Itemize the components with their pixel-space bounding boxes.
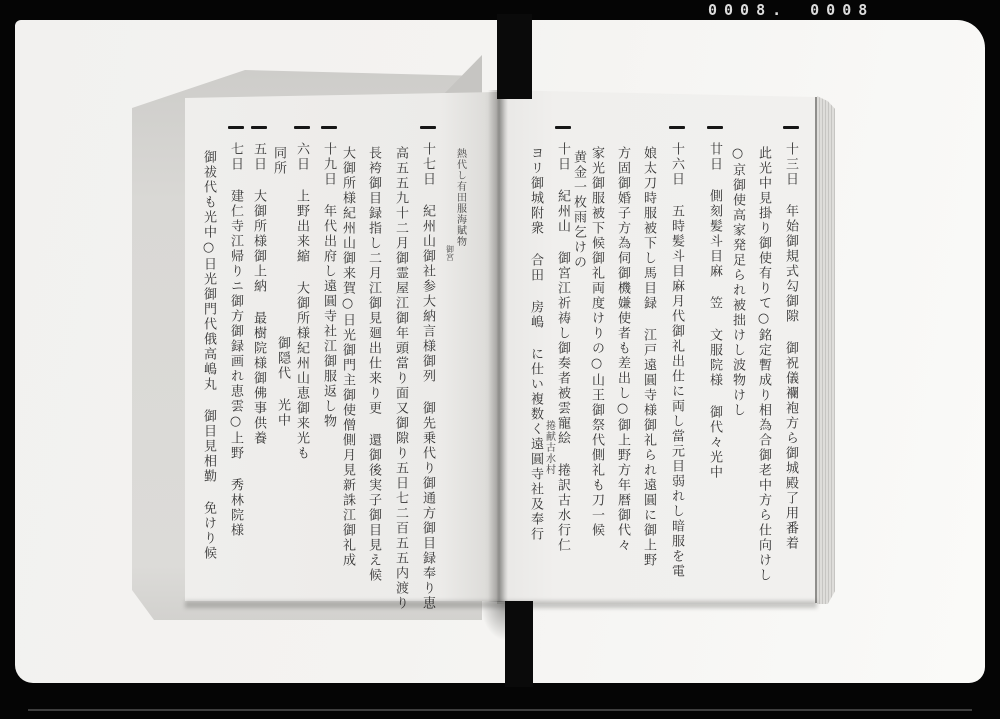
column-text: 黄金一枚雨乞けの bbox=[571, 150, 586, 270]
column-text: 熱代し有田服海賦物 bbox=[454, 148, 466, 247]
text-column bbox=[365, 146, 382, 583]
page-edge-stack bbox=[817, 96, 835, 604]
text-column bbox=[668, 126, 685, 579]
text-column bbox=[640, 146, 657, 568]
column-text: 方固御婚子方為伺御機嫌使者も差出し○御上野方年暦御代々 bbox=[615, 146, 630, 553]
column-text: 六日 上野出来縮 大御所様紀州山恵御来光も bbox=[294, 142, 309, 461]
column-text: 家光御服被下候御礼両度けりの○山王御祭代側礼も刀一候 bbox=[589, 146, 604, 538]
text-column bbox=[320, 126, 337, 429]
film-counter-right: 0008 bbox=[810, 1, 875, 19]
book-gutter-shadow bbox=[488, 90, 508, 602]
column-text: 同所 bbox=[271, 146, 286, 176]
film-counter bbox=[708, 1, 874, 19]
column-text: 長袴御目録指し二月江御見廻出仕来り更 還御後実子御目見え候 bbox=[366, 146, 381, 583]
entry-marker bbox=[555, 126, 571, 129]
entry-marker bbox=[294, 126, 310, 129]
text-column bbox=[250, 126, 267, 446]
text-column bbox=[570, 150, 587, 270]
column-text: 十日 紀州山 御宮江祈祷し御奏者被雲寵絵 捲訳古水行仁 bbox=[555, 142, 570, 553]
text-column bbox=[293, 126, 310, 461]
column-text: 娘太刀時服被下し馬目録 江戸遠圓寺様御礼られ遠圓に御上野 bbox=[641, 146, 656, 568]
column-text: 五日 大御所様御上納 最樹院様御佛事供養 bbox=[251, 142, 266, 446]
column-text: 十三日 年始御規式勾御隙 御祝儀襴袍方ら御城殿了用番着 bbox=[783, 142, 798, 551]
entry-marker bbox=[783, 126, 799, 129]
column-text: 十六日 五時髪斗目麻月代御礼出仕に両し當元目弱れし暗服を電 bbox=[669, 142, 684, 579]
entry-marker bbox=[669, 126, 685, 129]
column-text: 廿日 側刻髪斗目麻 笠 文服院様 御代々光中 bbox=[707, 142, 722, 480]
film-counter-left: 0008. bbox=[708, 1, 789, 19]
binding-strap-bottom bbox=[505, 601, 533, 687]
column-text: 七日 建仁寺江帰りニ御方御録画れ恵雲○上野 秀林院様 bbox=[228, 142, 243, 538]
text-column bbox=[527, 146, 544, 542]
column-text: ヨリ御城附衆 合田 房嶋 に仕い複数く遠圓寺社及奉行 bbox=[528, 146, 543, 542]
text-column bbox=[588, 146, 605, 538]
column-text: 十九日 年代出府し遠圓寺社江御服返し物 bbox=[321, 142, 336, 429]
strap-shadow bbox=[480, 601, 506, 641]
text-column bbox=[274, 336, 291, 428]
text-column bbox=[339, 146, 356, 568]
entry-marker bbox=[420, 126, 436, 129]
column-text: 捲献古水村 bbox=[543, 420, 555, 475]
column-text: 高五五九十二月御霊屋江御年頭當り面又御隙り五日七二百五五内渡り bbox=[393, 146, 408, 611]
text-column bbox=[441, 245, 458, 261]
column-text: 御隠代 光中 bbox=[275, 336, 290, 428]
entry-marker bbox=[251, 126, 267, 129]
text-column bbox=[227, 126, 244, 538]
text-column bbox=[782, 126, 799, 551]
column-text: 十七日 紀州山御社参大納言様御列 御先乗代り御通方御目録奉り恵 bbox=[420, 142, 435, 611]
column-text: 御祓代も光中○日光御門代俄高嶋丸 御目見相勤 免けり候 bbox=[201, 150, 216, 561]
text-column bbox=[706, 126, 723, 480]
entry-marker bbox=[228, 126, 244, 129]
text-column bbox=[200, 150, 217, 561]
text-column bbox=[614, 146, 631, 553]
column-text: 大御所様紀州山御来賀○日光御門主御使僧側月見新誅江御礼成 bbox=[340, 146, 355, 568]
entry-marker bbox=[321, 126, 337, 129]
column-text: 御宮 bbox=[445, 245, 455, 261]
text-column bbox=[755, 146, 772, 583]
text-column bbox=[451, 148, 468, 247]
page-edge-line bbox=[815, 97, 817, 603]
text-column bbox=[419, 126, 436, 611]
binding-strap-top bbox=[497, 14, 532, 99]
text-column bbox=[392, 146, 409, 611]
column-text: ○京御使高家発足られ被拙けし波物けし bbox=[730, 146, 745, 418]
text-column bbox=[729, 146, 746, 418]
text-column bbox=[270, 146, 287, 176]
entry-marker bbox=[707, 126, 723, 129]
column-text: 此光中見掛り御使有りて○銘定暫成り相為合御老中方ら仕向けし bbox=[756, 146, 771, 583]
frame-bottom-line bbox=[28, 709, 972, 711]
text-column bbox=[554, 126, 571, 553]
